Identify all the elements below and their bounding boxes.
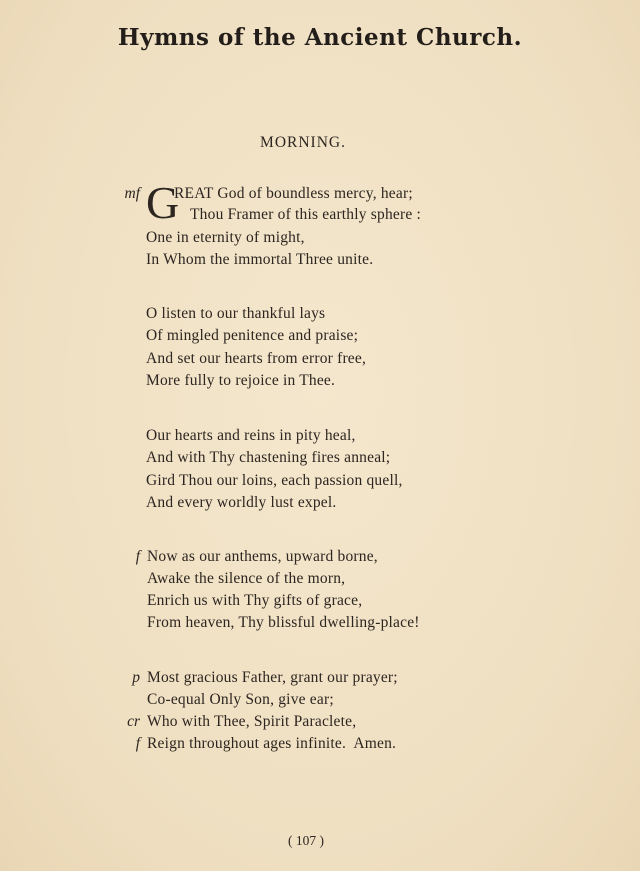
verse2-line1: O listen to our thankful lays: [146, 305, 326, 322]
verse1-line1: REAT God of boundless mercy, hear;: [174, 185, 413, 202]
verse4-line2: Awake the silence of the morn,: [147, 570, 346, 587]
verse4-line1: Now as our anthems, upward borne,: [147, 548, 378, 565]
verse5-line1: Most gracious Father, grant our prayer;: [147, 669, 398, 686]
page-number: ( 107 ): [288, 833, 324, 848]
verse5-line4: Reign throughout ages infinite. Amen.: [147, 735, 397, 752]
verse3-line4: And every worldly lust expel.: [146, 494, 337, 511]
running-header: Hymns of the Ancient Church.: [117, 24, 523, 51]
verse2-line2: Of mingled penitence and praise;: [146, 327, 359, 344]
verse1-line2: Thou Framer of this earthly sphere :: [190, 206, 422, 223]
dynamic-mark-f-final: f: [135, 735, 140, 752]
drop-cap-letter: G: [146, 177, 180, 228]
verse5-line3: Who with Thee, Spirit Paraclete,: [147, 713, 357, 730]
dynamic-mark-f: f: [135, 548, 140, 565]
hymn-title: MORNING.: [260, 134, 346, 151]
verse4-line3: Enrich us with Thy gifts of grace,: [147, 592, 363, 609]
verse3-line2: And with Thy chastening fires anneal;: [146, 449, 391, 466]
verse2-line4: More fully to rejoice in Thee.: [146, 372, 336, 389]
dynamic-mark-cr: cr: [127, 713, 140, 730]
verse4-line4: From heaven, Thy blissful dwelling-place!: [147, 614, 420, 631]
verse1-line3: One in eternity of might,: [146, 229, 305, 246]
verse5-line2: Co-equal Only Son, give ear;: [147, 691, 334, 708]
dynamic-mark-mf: mf: [124, 185, 140, 202]
dynamic-mark-p: p: [132, 669, 140, 686]
verse2-line3: And set our hearts from error free,: [146, 350, 367, 367]
verse1-line4: In Whom the immortal Three unite.: [146, 251, 374, 268]
verse3-line3: Gird Thou our loins, each passion quell,: [146, 472, 403, 489]
verse3-line1: Our hearts and reins in pity heal,: [146, 427, 356, 444]
